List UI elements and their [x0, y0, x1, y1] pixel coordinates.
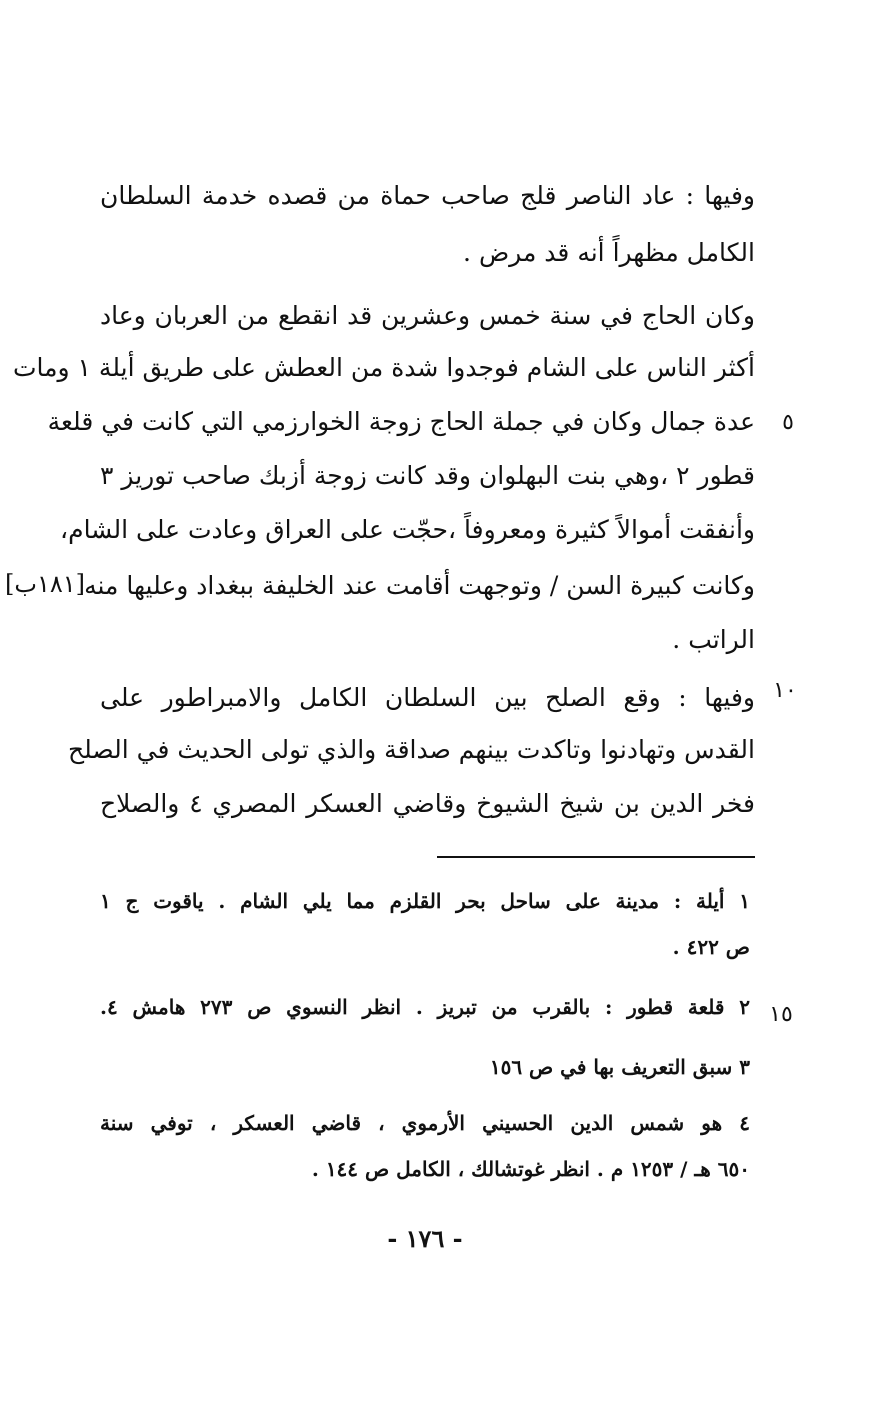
body-line-8: وكانت كبيرة السن / وتوجهت أقامت عند الخليفة ببغداد وعليها منه [84, 571, 755, 600]
body-line-1: وفيها : عاد الناصر قلج صاحب حماة من قصده خدمة السلطان [100, 181, 755, 210]
footnote-separator [437, 856, 755, 858]
footnote-4: ٤ هو شمس الدين الحسيني الأرموي ، قاضي العسكر ، توفي سنة [100, 1111, 750, 1135]
body-line-9: الراتب . [672, 625, 755, 654]
body-line-5: عدة جمال وكان في جملة الحاج زوجة الخوارزمي التي كانت في قلعة [47, 407, 755, 436]
body-line-3: وكان الحاج في سنة خمس وعشرين قد انقطع من العربان وعاد [100, 301, 755, 330]
body-line-2: الكامل مظهراً أنه قد مرض . [463, 238, 755, 267]
line-number-15: ١٥ [769, 1002, 793, 1027]
body-line-6: قطور ٢ ،وهي بنت البهلوان وقد كانت زوجة أزبك صاحب توريز ٣ [100, 461, 755, 490]
page-number: - ١٧٦ - [387, 1224, 463, 1253]
folio-reference: [١٨١ب] [5, 570, 86, 598]
footnote-2: ٢ قلعة قطور : بالقرب من تبريز . انظر النسوي ص ٢٧٣ هامش ٤. [100, 995, 750, 1019]
body-line-4: أكثر الناس على الشام فوجدوا شدة من العطش على طريق أيلة ١ ومات [12, 353, 755, 382]
footnote-1-continued: ص ٤٢٢ . [672, 935, 750, 959]
footnote-4-continued: ٦٥٠ هـ / ١٢٥٣ م . انظر غوتشالك ، الكامل ص ١٤٤ . [311, 1157, 750, 1181]
line-number-5: ٥ [782, 410, 794, 435]
footnote-1: ١ أيلة : مدينة على ساحل بحر القلزم مما يلي الشام . ياقوت ج ١ [100, 889, 750, 913]
body-line-12: فخر الدين بن شيخ الشيوخ وقاضي العسكر المصري ٤ والصلاح [100, 789, 755, 818]
body-line-7: وأنفقت أموالاً كثيرة ومعروفاً ،حجّت على العراق وعادت على الشام، [60, 515, 755, 544]
line-number-10: ١٠ [773, 678, 797, 703]
body-line-10: وفيها : وقع الصلح بين السلطان الكامل والامبراطور على [100, 683, 755, 712]
body-line-11: القدس وتهادنوا وتاكدت بينهم صداقة والذي تولى الحديث في الصلح [68, 735, 755, 764]
footnote-3: ٣ سبق التعريف بها في ص ١٥٦ [489, 1055, 750, 1079]
